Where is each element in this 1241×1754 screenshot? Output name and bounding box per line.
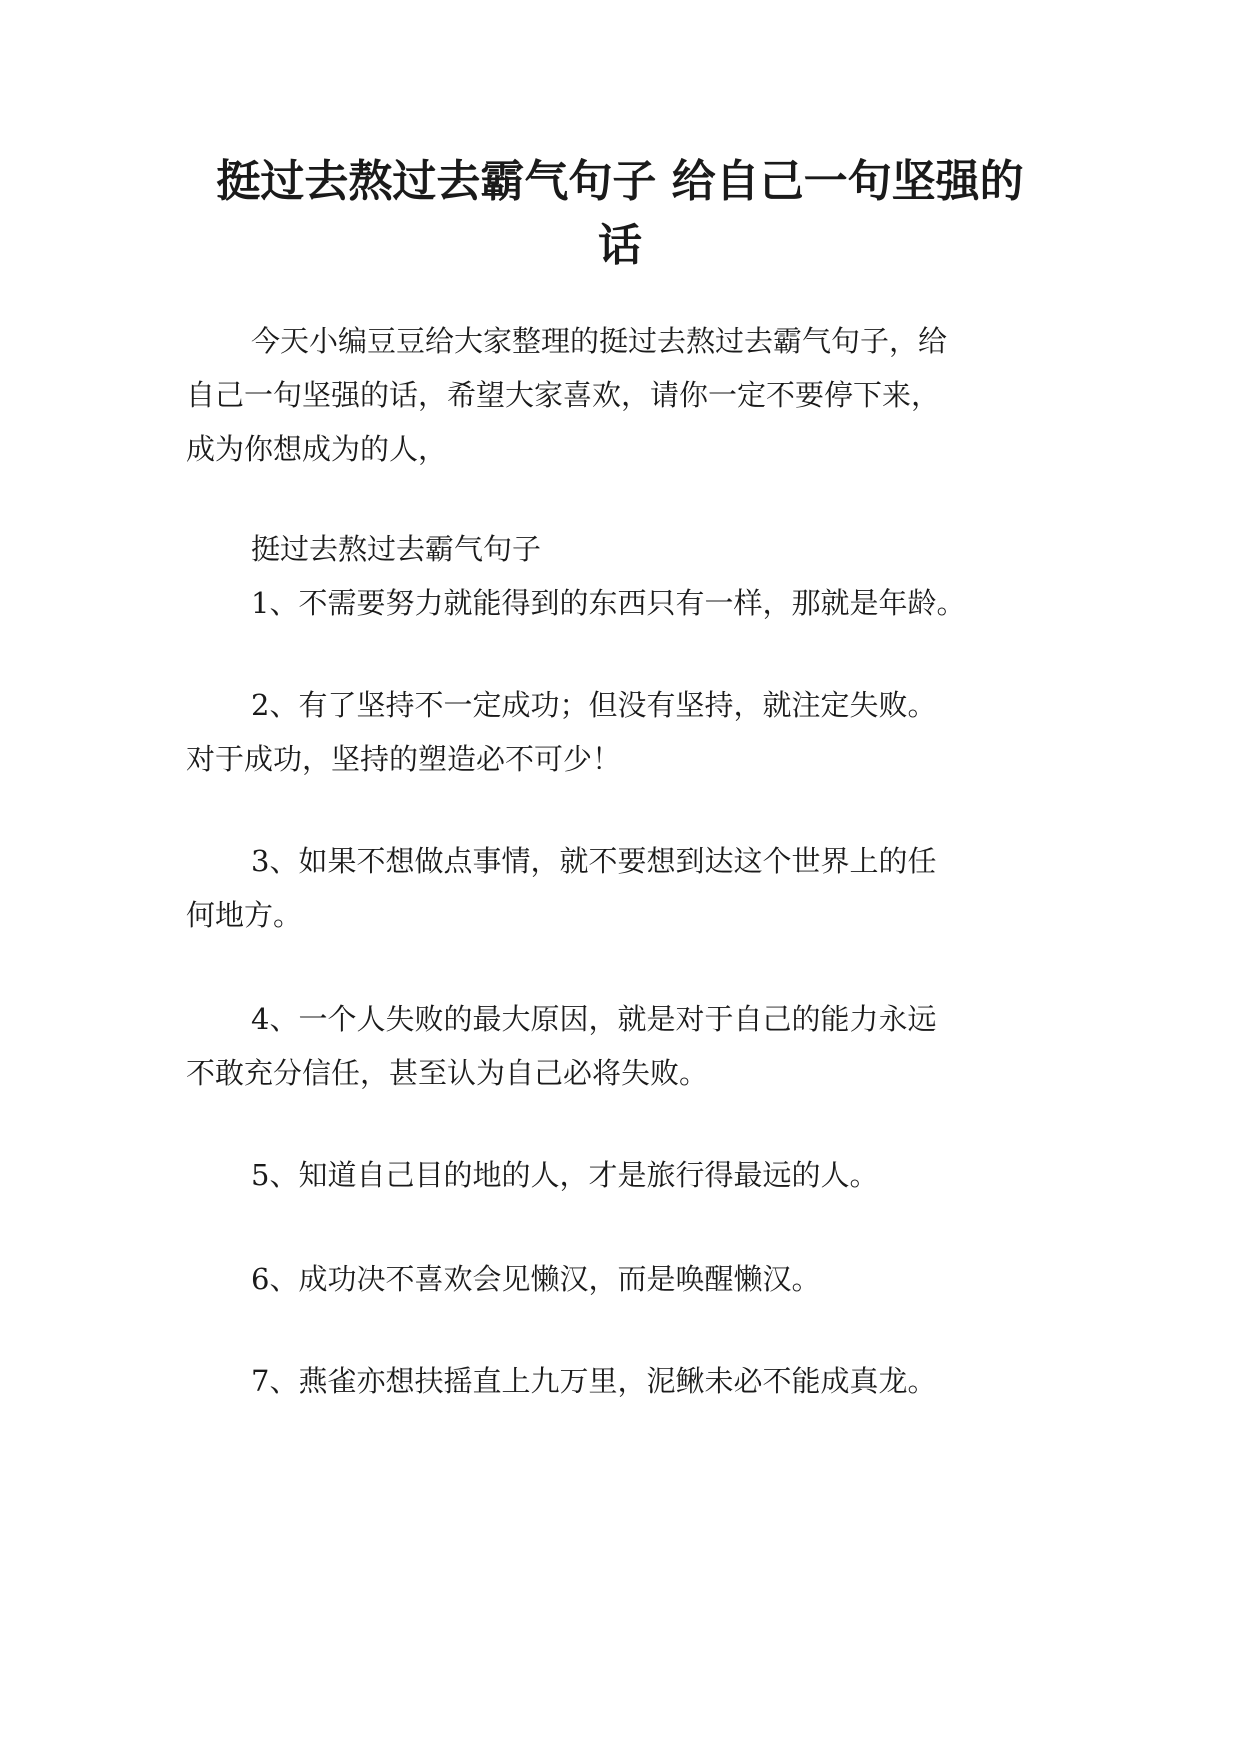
list-item-3-line-2: 何地方。 <box>186 898 303 932</box>
intro-line-2: 自己一句坚强的话，希望大家喜欢，请你一定不要停下来， <box>186 378 941 412</box>
list-item-1-line-1: 1、不需要努力就能得到的东西只有一样，那就是年龄。 <box>251 586 966 620</box>
list-item-4-line-2: 不敢充分信任，甚至认为自己必将失败。 <box>186 1056 709 1090</box>
list-item-3-line-1: 3、如果不想做点事情，就不要想到达这个世界上的任 <box>251 844 937 878</box>
document-title-line-2: 话 <box>598 220 642 271</box>
intro-line-3: 成为你想成为的人， <box>186 432 448 466</box>
section-heading: 挺过去熬过去霸气句子 <box>251 532 542 566</box>
intro-line-1: 今天小编豆豆给大家整理的挺过去熬过去霸气句子，给 <box>251 324 948 358</box>
list-item-6-line-1: 6、成功决不喜欢会见懒汉，而是唤醒懒汉。 <box>251 1262 821 1296</box>
list-item-2-line-2: 对于成功，坚持的塑造必不可少！ <box>186 742 622 776</box>
list-item-7-line-1: 7、燕雀亦想扶摇直上九万里，泥鳅未必不能成真龙。 <box>251 1364 937 1398</box>
list-item-4-line-1: 4、一个人失败的最大原因，就是对于自己的能力永远 <box>251 1002 937 1036</box>
document-title-line-1: 挺过去熬过去霸气句子 给自己一句坚强的 <box>216 156 1024 207</box>
list-item-2-line-1: 2、有了坚持不一定成功；但没有坚持，就注定失败。 <box>251 688 937 722</box>
list-item-5-line-1: 5、知道自己目的地的人，才是旅行得最远的人。 <box>251 1158 879 1192</box>
